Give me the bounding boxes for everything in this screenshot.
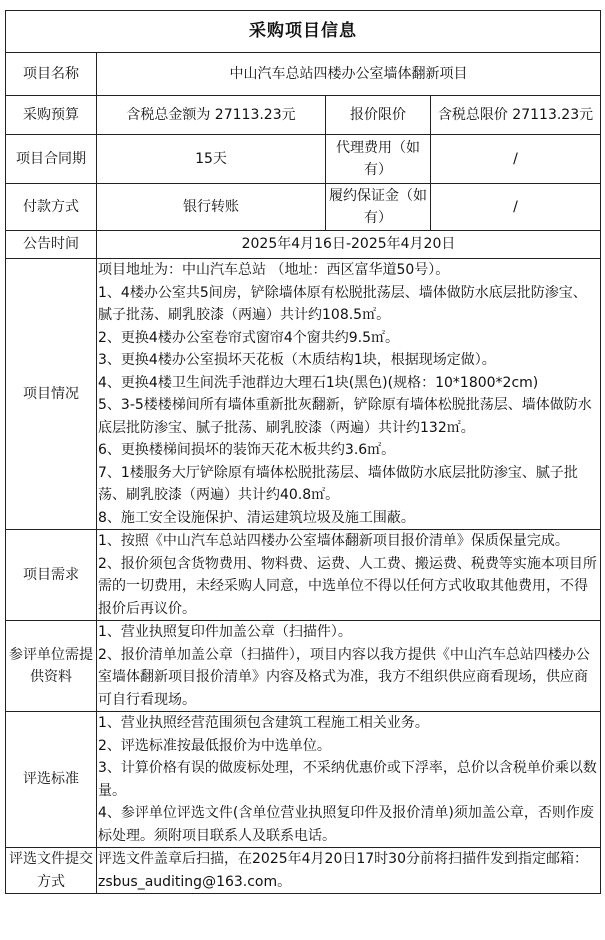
project-name-row (6, 53, 601, 96)
table-title: 采购项目信息 (6, 11, 601, 53)
material-item: 1、营业执照复印件加盖公章（扫描件）。 (98, 624, 352, 640)
budget-row (6, 96, 601, 135)
requirement-item: 2、报价须包含货物费用、物料费、运费、人工费、搬运费、税费等实施本项目所需的一切费用，未经采购人同意，中选单位不得以任何方式收取其他费用，不得报价后再议价。 (98, 555, 597, 617)
deposit-value: / (431, 184, 601, 231)
materials-content (97, 621, 601, 712)
criteria-item: 1、营业执照经营范围须包含建筑工程施工相关业务。 (98, 715, 429, 731)
situation-item: 4、更换4楼卫生间洗手池群边大理石1块(黑色)(规格：10*1800*2cm) (98, 374, 539, 391)
situation-row (6, 259, 601, 530)
materials-row (6, 621, 601, 712)
budget-label: 采购预算 (6, 96, 97, 135)
situation-item: 5、3-5楼楼梯间所有墙体重新批灰翻新，铲除原有墙体松脱批荡层、墙体做防水底层批防渗宝、腻子批荡、刷乳胶漆（两遍）共计约132㎡。 (98, 397, 592, 436)
submission-row (6, 848, 601, 894)
requirements-content (97, 530, 601, 621)
criteria-item: 3、计算价格有误的做废标处理，不采纳优惠价或下浮率，总价以含税单价乘以数量。 (98, 760, 597, 799)
agency-fee-value: / (431, 135, 601, 184)
notice-time-label: 公告时间 (6, 231, 97, 259)
criteria-item: 2、评选标准按最低报价为中选单位。 (98, 737, 331, 754)
payment-label: 付款方式 (6, 184, 97, 231)
submission-label: 评选文件提交方式 (6, 848, 97, 894)
project-name-value: 中山汽车总站四楼办公室墙体翻新项目 (97, 53, 601, 96)
situation-item: 6、更换楼梯间损坏的装饰天花木板共约3.6㎡。 (98, 442, 396, 458)
situation-content (97, 259, 601, 530)
situation-item: 1、4楼办公室共5间房，铲除墙体原有松脱批荡层、墙体做防水底层批防渗宝、腻子批荡、刷乳胶漆（两遍）共计约108.5㎡。 (98, 284, 587, 323)
situation-item: 7、1楼服务大厅铲除原有墙体松脱批荡层、墙体做防水底层批防渗宝、腻子批荡、刷乳胶漆（两遍）共计约40.8㎡。 (98, 464, 578, 503)
situation-item: 8、施工安全设施保护、清运建筑垃圾及施工围蔽。 (98, 509, 415, 526)
price-limit-value: 含税总限价 27113.23元 (431, 96, 601, 135)
agency-fee-label: 代理费用（如有） (326, 135, 431, 184)
notice-time-value: 2025年4月16日-2025年4月20日 (97, 231, 601, 259)
contract-period-value: 15天 (97, 135, 326, 184)
materials-label: 参评单位需提供资料 (6, 621, 97, 712)
situation-label: 项目情况 (6, 259, 97, 530)
criteria-label: 评选标准 (6, 712, 97, 848)
price-limit-label: 报价限价 (326, 96, 431, 135)
situation-item: 3、更换4楼办公室损坏天花板（木质结构1块，根据现场定做）。 (98, 352, 496, 368)
requirements-label: 项目需求 (6, 530, 97, 621)
criteria-row (6, 712, 601, 848)
payment-row (6, 184, 601, 231)
deposit-label: 履约保证金（如有） (326, 184, 431, 231)
notice-time-row (6, 231, 601, 259)
criteria-item: 4、参评单位评选文件(含单位营业执照复印件及报价清单)须加盖公章，否则作废标处理。须附项目联系人及联系电话。 (98, 805, 594, 844)
procurement-info-table (5, 10, 601, 894)
budget-value: 含税总金额为 27113.23元 (97, 96, 326, 135)
submission-value: 评选文件盖章后扫描，在2025年4月20日17时30分前将扫描件发到指定邮箱：zsbus_auditing@163.com。 (97, 848, 601, 894)
contract-period-row (6, 135, 601, 184)
payment-value: 银行转账 (97, 184, 326, 231)
project-name-label: 项目名称 (6, 53, 97, 96)
contract-period-label: 项目合同期 (6, 135, 97, 184)
requirements-row (6, 530, 601, 621)
requirement-item: 1、按照《中山汽车总站四楼办公室墙体翻新项目报价清单》保质保量完成。 (98, 533, 569, 549)
material-item: 2、报价清单加盖公章（扫描件），项目内容以我方提供《中山汽车总站四楼办公室墙体翻新项目报价清单》内容及格式为准，我方不组织供应商看现场，供应商可自行看现场。 (98, 646, 590, 708)
criteria-content (97, 712, 601, 848)
situation-item: 项目地址为：中山汽车总站 （地址：西区富华道50号）。 (98, 262, 450, 278)
situation-item: 2、更换4楼办公室卷帘式窗帘4个窗共约9.5㎡。 (98, 329, 399, 346)
title-row (6, 11, 601, 53)
